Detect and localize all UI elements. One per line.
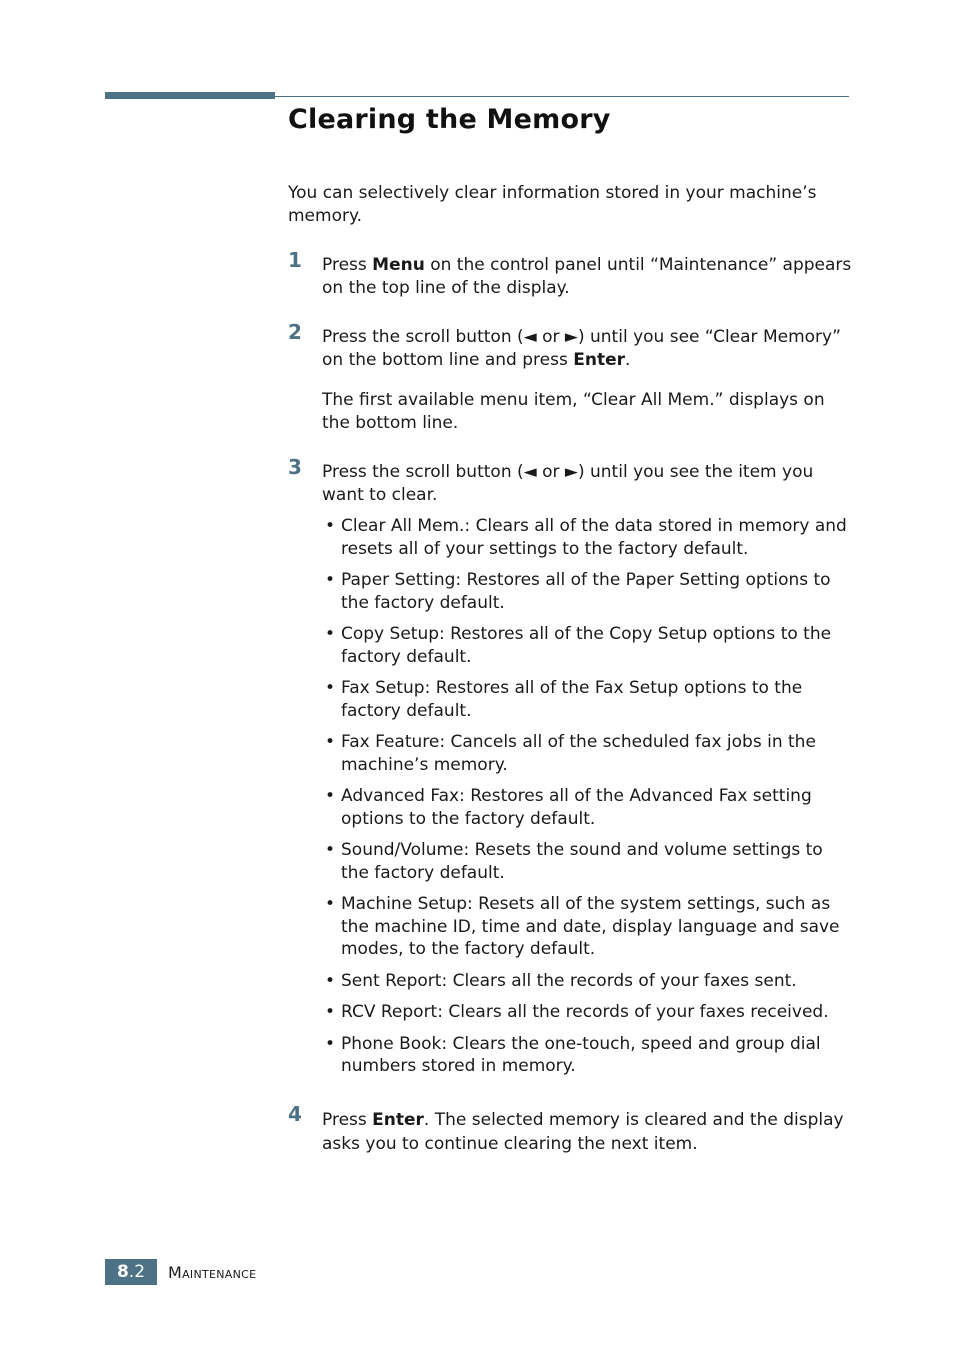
list-item: • Sound/Volume: Resets the sound and volume settings to the factory default. xyxy=(322,839,853,884)
header-rule-thick xyxy=(105,92,275,99)
step-text: Press the scroll button (◄ or ►) until you see the item you want to clear. xyxy=(322,462,814,505)
list-item: • Copy Setup: Restores all of the Copy Setup options to the factory default. xyxy=(322,623,853,668)
page-content xyxy=(288,182,853,1156)
list-item: • RCV Report: Clears all the records of your faxes received. xyxy=(322,1001,853,1024)
step-3 xyxy=(288,455,853,1078)
step-note: The first available menu item, “Clear All Mem.” displays on the bottom line. xyxy=(322,390,825,433)
step-4 xyxy=(288,1101,853,1156)
list-item: • Clear All Mem.: Clears all of the data stored in memory and resets all of your settings to the factory default. xyxy=(322,515,853,560)
list-item: • Advanced Fax: Restores all of the Advanced Fax setting options to the factory default. xyxy=(322,785,853,830)
step-number: 3 xyxy=(288,455,302,479)
step-number: 1 xyxy=(288,248,302,272)
key-enter: Enter xyxy=(372,1109,424,1130)
list-item: • Paper Setting: Restores all of the Paper Setting options to the factory default. xyxy=(322,569,853,614)
list-item: • Sent Report: Clears all the records of your faxes sent. xyxy=(322,970,853,993)
list-item: • Phone Book: Clears the one-touch, speed and group dial numbers stored in memory. xyxy=(322,1033,853,1078)
list-item: • Fax Feature: Cancels all of the scheduled fax jobs in the machine’s memory. xyxy=(322,731,853,776)
page-number-badge xyxy=(105,1259,157,1285)
step-number: 2 xyxy=(288,320,302,344)
step-2 xyxy=(288,320,853,434)
step-text: Press Menu on the control panel until “Maintenance” appears on the top line of the display. xyxy=(322,255,852,298)
chapter-number: 8 xyxy=(116,1262,129,1282)
section-name: Maintenance xyxy=(168,1262,257,1282)
key-menu: Menu xyxy=(372,255,425,275)
list-item: • Fax Setup: Restores all of the Fax Setup options to the factory default. xyxy=(322,677,853,722)
header-rule-thin xyxy=(275,96,849,97)
list-item: • Machine Setup: Resets all of the system settings, such as the machine ID, time and date, display language and save modes, to the factory default. xyxy=(322,893,853,961)
intro-paragraph: You can selectively clear information stored in your machine’s memory. xyxy=(288,183,817,226)
page-number: .2 xyxy=(128,1262,146,1282)
page-footer xyxy=(105,1259,256,1285)
step-text: Press Enter. The selected memory is cleared and the display asks you to continue clearing the next item. xyxy=(322,1109,844,1154)
key-enter: Enter xyxy=(573,349,625,370)
step-1 xyxy=(288,248,853,299)
page-title: Clearing the Memory xyxy=(288,104,611,135)
memory-item-list xyxy=(322,515,853,1078)
step-text: Press the scroll button (◄ or ►) until you see “Clear Memory” on the bottom line and press Enter. xyxy=(322,327,841,370)
step-number: 4 xyxy=(288,1101,302,1126)
